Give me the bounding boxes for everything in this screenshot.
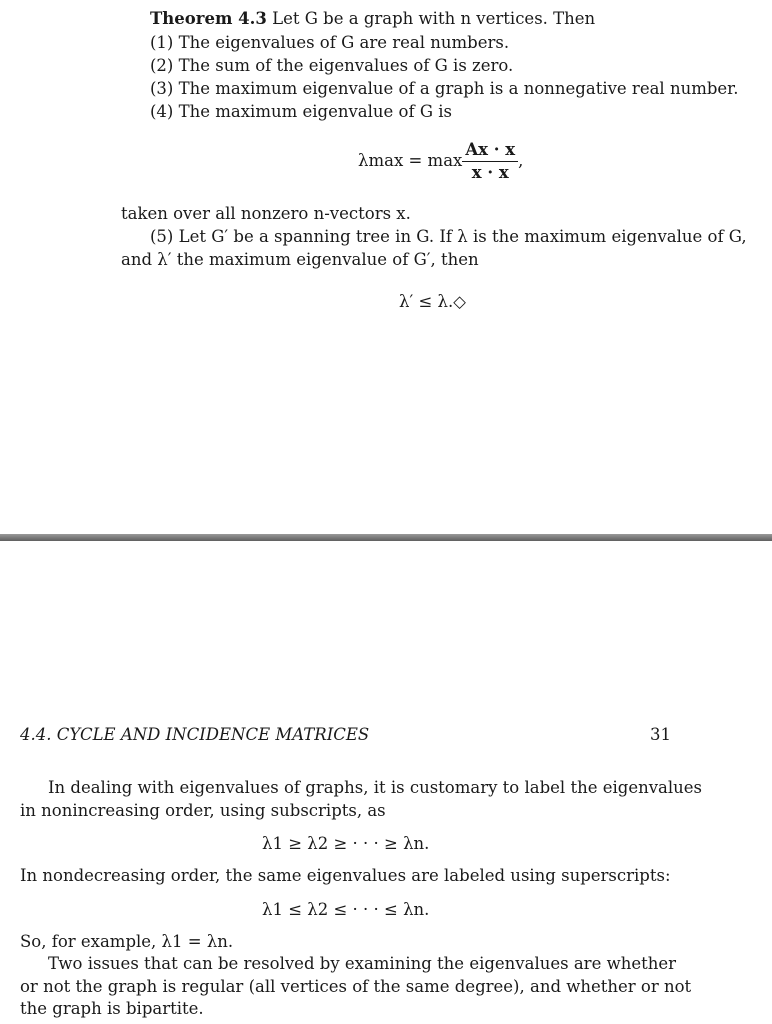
- equation-nondecreasing: λ1 ≤ λ2 ≤ · · · ≤ λn.: [262, 900, 430, 919]
- max-eigenvalue-formula: [358, 140, 523, 183]
- theorem-heading: [150, 7, 595, 30]
- paragraph-1-line-2: in nonincreasing order, using subscripts, as: [20, 801, 386, 820]
- theorem-intro: Let G be a graph with n vertices. Then: [272, 9, 596, 28]
- paragraph-3-line-1: Two issues that can be resolved by examining the eigenvalues are whether: [48, 954, 677, 973]
- paragraph-3-line-3: the graph is bipartite.: [20, 999, 204, 1018]
- section-header: 4.4. CYCLE AND INCIDENCE MATRICES: [20, 725, 370, 744]
- formula-fraction: [462, 140, 518, 183]
- formula-numerator: Ax · x: [462, 140, 518, 162]
- theorem-item-4: (4) The maximum eigenvalue of G is: [150, 102, 453, 121]
- equation-nonincreasing: λ1 ≥ λ2 ≥ · · · ≥ λn.: [262, 834, 430, 853]
- page-separator: [0, 534, 772, 541]
- theorem-item-3: (3) The maximum eigenvalue of a graph is a nonnegative real number.: [150, 79, 739, 98]
- theorem-item-5-line-1: (5) Let G′ be a spanning tree in G. If λ is the maximum eigenvalue of G,: [150, 227, 747, 246]
- theorem-item-1: (1) The eigenvalues of G are real numbers.: [150, 33, 510, 52]
- theorem-item-2: (2) The sum of the eigenvalues of G is zero.: [150, 56, 514, 75]
- page-number: 31: [650, 725, 671, 744]
- taken-over-text: taken over all nonzero n-vectors x.: [121, 204, 411, 223]
- example-line: So, for example, λ1 = λn.: [20, 932, 234, 951]
- spanning-tree-inequality: λ′ ≤ λ.◇: [399, 292, 466, 311]
- theorem-label: Theorem 4.3: [150, 9, 267, 28]
- paragraph-3-line-2: or not the graph is regular (all vertices of the same degree), and whether or not: [20, 977, 692, 996]
- formula-tail: ,: [518, 151, 524, 170]
- formula-lhs: λmax = max: [358, 151, 463, 170]
- paragraph-2: In nondecreasing order, the same eigenvalues are labeled using superscripts:: [20, 866, 671, 885]
- paragraph-1-line-1: In dealing with eigenvalues of graphs, it is customary to label the eigenvalues: [48, 778, 703, 797]
- formula-denominator: x · x: [471, 163, 509, 182]
- theorem-item-5-line-2: and λ′ the maximum eigenvalue of G′, then: [121, 250, 479, 269]
